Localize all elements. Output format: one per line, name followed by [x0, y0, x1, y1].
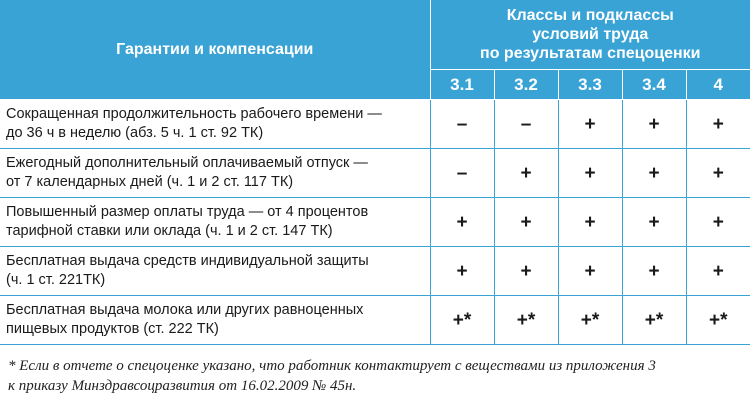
class-mark-cell: +*	[558, 296, 622, 345]
class-mark-cell: +	[558, 100, 622, 149]
table-row	[0, 247, 750, 296]
guarantee-text-line: Бесплатная выдача средств индивидуальной защиты	[6, 253, 369, 269]
table-row	[0, 296, 750, 345]
class-mark-cell: +	[622, 247, 686, 296]
class-mark-cell: +	[430, 198, 494, 247]
class-mark-cell: +	[494, 198, 558, 247]
class-mark-cell: –	[430, 100, 494, 149]
class-mark-cell: +	[494, 149, 558, 198]
class-mark-cell: +	[558, 198, 622, 247]
guarantee-cell	[0, 100, 430, 149]
guarantee-cell	[0, 296, 430, 345]
guarantee-text-line: пищевых продуктов (ст. 222 ТК)	[6, 321, 219, 337]
class-mark-cell: +*	[622, 296, 686, 345]
class-mark-cell: +	[494, 247, 558, 296]
classes-header-line: по результатам спецоценки	[480, 45, 701, 62]
class-mark-cell: +	[686, 149, 750, 198]
table-row	[0, 100, 750, 149]
class-mark-cell: +*	[686, 296, 750, 345]
class-mark-cell: –	[494, 100, 558, 149]
guarantee-text-line: тарифной ставки или оклада (ч. 1 и 2 ст. 147 ТК)	[6, 223, 333, 239]
class-mark-cell: +	[558, 149, 622, 198]
table-row	[0, 149, 750, 198]
guarantee-text-line: Ежегодный дополнительный оплачиваемый отпуск —	[6, 155, 368, 171]
guarantee-cell	[0, 247, 430, 296]
guarantee-text-line: Бесплатная выдача молока или других равноценных	[6, 302, 364, 318]
footnote	[8, 356, 742, 396]
classes-header-line: Классы и подклассы	[506, 7, 674, 24]
guarantee-text-line: до 36 ч в неделю (абз. 5 ч. 1 ст. 92 ТК)	[6, 125, 264, 141]
guarantee-cell	[0, 149, 430, 198]
footnote-line: * Если в отчете о спецоценке указано, что работник контактирует с веществами из приложения 3	[8, 358, 656, 374]
footnote-line: к приказу Минздравсоцразвития от 16.02.2009 № 45н.	[8, 378, 357, 394]
class-mark-cell: +	[430, 247, 494, 296]
class-mark-cell: +	[622, 100, 686, 149]
guarantee-text-line: Сокращенная продолжительность рабочего времени —	[6, 106, 382, 122]
class-header-3-2: 3.2	[494, 70, 558, 100]
class-mark-cell: +	[622, 198, 686, 247]
class-mark-cell: +	[558, 247, 622, 296]
guarantee-cell	[0, 198, 430, 247]
guarantee-text-line: Повышенный размер оплаты труда — от 4 процентов	[6, 204, 369, 220]
class-header-3-1: 3.1	[430, 70, 494, 100]
class-header-3-3: 3.3	[558, 70, 622, 100]
class-mark-cell: +	[686, 198, 750, 247]
class-mark-cell: +	[686, 100, 750, 149]
guarantee-text-line: (ч. 1 ст. 221ТК)	[6, 272, 106, 288]
class-mark-cell: +	[686, 247, 750, 296]
class-mark-cell: +*	[430, 296, 494, 345]
class-header-3-4: 3.4	[622, 70, 686, 100]
guarantee-text-line: от 7 календарных дней (ч. 1 и 2 ст. 117 ТК)	[6, 174, 294, 190]
classes-column-header	[430, 0, 750, 70]
guarantees-column-header: Гарантии и компенсации	[0, 0, 430, 100]
class-mark-cell: +	[622, 149, 686, 198]
class-mark-cell: +*	[494, 296, 558, 345]
class-header-4: 4	[686, 70, 750, 100]
class-mark-cell: –	[430, 149, 494, 198]
classes-header-line: условий труда	[532, 26, 649, 43]
table-row	[0, 198, 750, 247]
